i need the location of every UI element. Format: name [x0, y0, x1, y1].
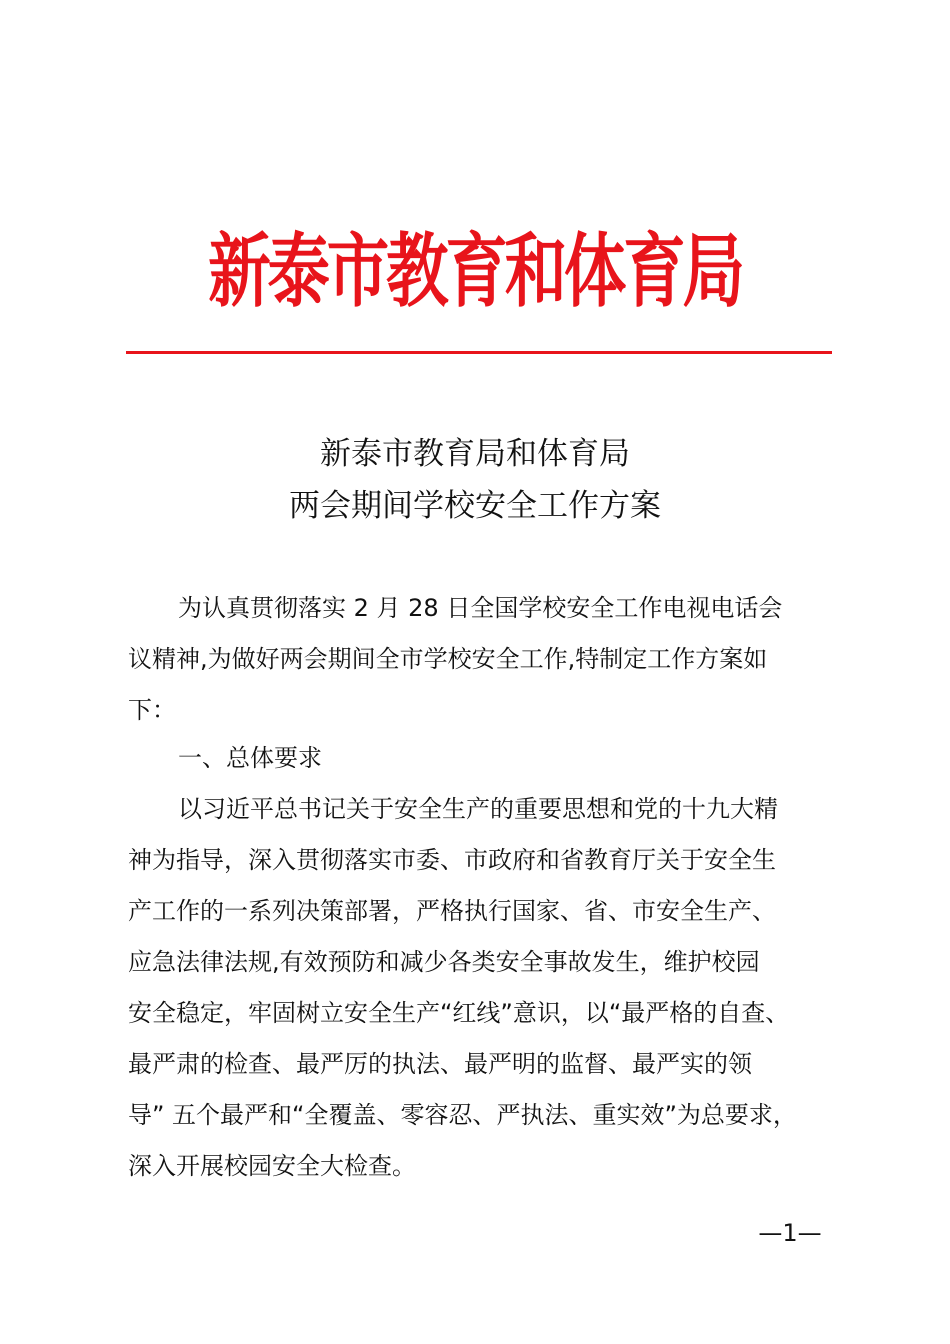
requirements-line-8: 深入开展校园安全大检查。 — [128, 1152, 416, 1180]
section-heading-text: 一、总体要求 — [178, 744, 322, 772]
red-divider-line — [126, 351, 832, 354]
requirements-line-6: 最严肃的检查、最严厉的执法、最严明的监督、最严实的领 — [128, 1050, 752, 1078]
requirements-line-2: 神为指导，深入贯彻落实市委、市政府和省教育厅关于安全生 — [128, 846, 776, 874]
page-number: —1— — [758, 1219, 822, 1247]
intro-line-2: 议精神,为做好两会期间全市学校安全工作,特制定工作方案如 — [128, 645, 768, 673]
general-requirements-paragraph — [128, 784, 838, 1192]
requirements-line-5: 安全稳定，牢固树立安全生产“红线”意识，以“最严格的自查、 — [128, 999, 790, 1027]
intro-line-3: 下： — [128, 696, 176, 724]
document-title-line-1: 新泰市教育局和体育局 — [320, 436, 630, 472]
requirements-line-1: 以习近平总书记关于安全生产的重要思想和党的十九大精 — [178, 795, 778, 823]
requirements-line-4: 应急法律法规,有效预防和减少各类安全事故发生，维护校园 — [128, 948, 760, 976]
masthead-title: 新泰市教育和体育局 — [208, 225, 742, 318]
intro-paragraph — [128, 583, 838, 736]
requirements-line-7: 导” 五个最严和“全覆盖、零容忍、严执法、重实效”为总要求， — [128, 1101, 797, 1129]
section-heading-general-requirements — [128, 733, 838, 784]
document-title-line-2: 两会期间学校安全工作方案 — [289, 488, 661, 524]
intro-line-1: 为认真贯彻落实 2 月 28 日全国学校安全工作电视电话会 — [178, 594, 783, 622]
requirements-line-3: 产工作的一系列决策部署，严格执行国家、省、市安全生产、 — [128, 897, 776, 925]
